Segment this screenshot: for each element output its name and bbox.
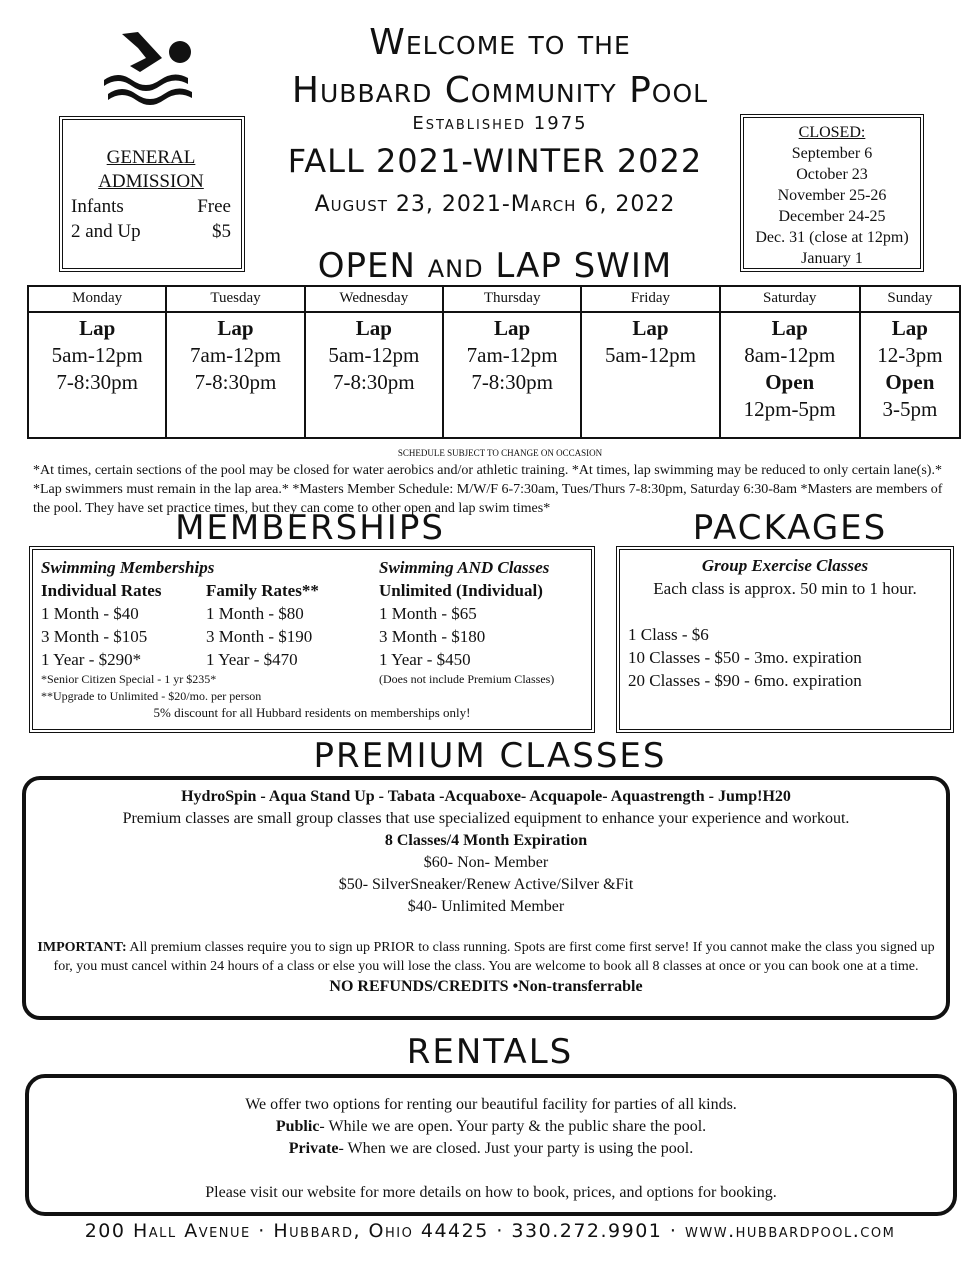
public-rental xyxy=(29,1116,953,1138)
session-type: Lap xyxy=(771,316,808,340)
day-header-sunday: Sunday xyxy=(860,286,960,312)
schedule-footnote: *At times, certain sections of the pool may be closed for water aerobics and/or athletic training. *At times, lap swimming may be reduced to only certain lane(s).* *Lap swimmers must remain in the lap area.* *Masters Member Schedule: M/W/F 6-7:30am, Tues/Thurs 7-8:30pm, Saturday 6:30-8am *Masters are members of the pool. They have set practice times, but they can come to other open and lap swim times* xyxy=(33,463,943,516)
session-time: 7am-12pm xyxy=(190,343,281,367)
public-label: Public xyxy=(275,1118,320,1135)
session-time: 12pm-5pm xyxy=(743,397,836,421)
resident-discount-note: 5% discount for all Hubbard residents on memberships only! xyxy=(153,705,471,720)
schedule-cell-thursday xyxy=(443,312,581,438)
day-header-friday: Friday xyxy=(581,286,719,312)
closed-date: Dec. 31 (close at 12pm) xyxy=(755,229,909,246)
premium-expiration: 8 Classes/4 Month Expiration xyxy=(384,832,588,849)
season-title: FALL 2021-WINTER 2022 xyxy=(287,142,703,180)
open-lap-swim-title: OPEN and LAP SWIM xyxy=(317,246,673,286)
session-time: 7-8:30pm xyxy=(194,370,277,394)
rate-item: 1 Month - $65 xyxy=(379,604,477,623)
day-header-wednesday: Wednesday xyxy=(305,286,443,312)
premium-classes-title: PREMIUM CLASSES xyxy=(313,736,667,776)
premium-class-list: HydroSpin - Aqua Stand Up - Tabata -Acquaboxe- Acquapole- Aquastrength - Jump!H20 xyxy=(181,788,791,805)
rate-item: 1 Year - $290* xyxy=(41,650,142,669)
package-item: 10 Classes - $50 - 3mo. expiration xyxy=(628,648,862,667)
private-label: Private xyxy=(288,1140,339,1157)
page-title-line1: Welcome to the xyxy=(369,22,631,63)
session-type: Open xyxy=(765,370,815,394)
closed-dates-box xyxy=(740,114,924,272)
divider xyxy=(69,1212,933,1214)
class-duration-text: Each class is approx. 50 min to 1 hour. xyxy=(653,579,917,598)
important-text: All premium classes require you to sign up PRIOR to class running. Spots are first come first serve! If you cannot make the class you signed up for, you must cancel within 24 hours of a class or else you will lose the class. You are welcome to book all 8 classes at once or you can book one at a time. xyxy=(53,940,935,974)
session-type: Lap xyxy=(355,316,392,340)
closed-date: November 25-26 xyxy=(777,187,887,204)
private-rental xyxy=(29,1138,953,1160)
public-text: - While we are open. Your party & the public share the pool. xyxy=(319,1118,707,1135)
closed-date: October 23 xyxy=(796,166,868,183)
session-time: 7-8:30pm xyxy=(56,370,138,394)
admission-price: $5 xyxy=(212,221,231,242)
schedule-cell-friday xyxy=(581,312,719,438)
rate-item: 1 Year - $450 xyxy=(379,650,471,669)
memberships-title: MEMBERSHIPS xyxy=(175,508,445,548)
premium-classes-box xyxy=(22,776,950,1020)
admission-label: 2 and Up xyxy=(71,221,141,242)
admission-row xyxy=(71,219,231,244)
individual-rates-heading: Individual Rates xyxy=(41,581,162,600)
premium-price: $40- Unlimited Member xyxy=(407,898,565,915)
memberships-heading: Swimming Memberships xyxy=(41,558,215,577)
rate-item: 3 Month - $105 xyxy=(41,627,148,646)
general-admission-title-1: GENERAL xyxy=(106,147,196,168)
closed-title: CLOSED: xyxy=(798,124,866,141)
session-type: Lap xyxy=(891,316,928,340)
schedule-cell-saturday xyxy=(720,312,860,438)
schedule-cell-sunday xyxy=(860,312,960,438)
established-text: Established 1975 xyxy=(412,113,588,134)
season-dates: August 23, 2021-March 6, 2022 xyxy=(314,192,676,217)
schedule-row xyxy=(28,312,960,438)
session-time: 5am-12pm xyxy=(328,343,420,367)
premium-price: $60- Non- Member xyxy=(423,854,549,871)
session-time: 5am-12pm xyxy=(604,343,696,367)
schedule-cell-wednesday xyxy=(305,312,443,438)
footer-address: 200 Hall Avenue · Hubbard, Ohio 44425 · 330.272.9901 · www.hubbardpool.com xyxy=(84,1220,896,1242)
session-time: 7am-12pm xyxy=(466,343,558,367)
session-time: 12-3pm xyxy=(877,343,943,367)
group-exercise-heading: Group Exercise Classes xyxy=(701,556,869,575)
day-header-tuesday: Tuesday xyxy=(166,286,304,312)
session-time: 7-8:30pm xyxy=(332,370,415,394)
important-notice xyxy=(32,938,940,976)
packages-box xyxy=(616,546,954,733)
general-admission-box xyxy=(59,116,245,272)
website-note: Please visit our website for more details on how to book, prices, and options for booking. xyxy=(205,1184,777,1201)
schedule-cell-tuesday xyxy=(166,312,304,438)
closed-date: September 6 xyxy=(791,145,873,162)
rate-item: 1 Year - $470 xyxy=(206,650,298,669)
rate-item: 1 Month - $80 xyxy=(206,604,304,623)
session-time: 8am-12pm xyxy=(744,343,836,367)
unlimited-heading: Unlimited (Individual) xyxy=(379,581,543,600)
admission-label: Infants xyxy=(71,196,124,217)
closed-date: January 1 xyxy=(801,250,863,267)
family-rates-col xyxy=(206,579,376,671)
session-time: 3-5pm xyxy=(882,397,938,421)
day-header-monday: Monday xyxy=(28,286,166,312)
family-rates-heading: Family Rates** xyxy=(206,581,319,600)
rentals-title: RENTALS xyxy=(406,1032,574,1072)
no-refunds-text: NO REFUNDS/CREDITS •Non-transferrable xyxy=(329,978,643,995)
schedule-header-row xyxy=(28,286,960,312)
package-item: 1 Class - $6 xyxy=(628,625,709,644)
memberships-box xyxy=(29,546,595,733)
premium-description: Premium classes are small group classes that use specialized equipment to enhance your experience and workout. xyxy=(122,810,850,827)
session-type: Lap xyxy=(632,316,669,340)
upgrade-note: **Upgrade to Unlimited - $20/mo. per person xyxy=(41,689,262,703)
senior-note: *Senior Citizen Special - 1 yr $235* xyxy=(41,672,217,686)
closed-date: December 24-25 xyxy=(778,208,886,225)
page-title-line2: Hubbard Community Pool xyxy=(291,70,709,111)
session-time: 5am-12pm xyxy=(51,343,143,367)
private-text: - When we are closed. Just your party is using the pool. xyxy=(338,1140,694,1157)
premium-exclusion-note: (Does not include Premium Classes) xyxy=(379,672,555,686)
session-type: Lap xyxy=(79,316,116,340)
packages-title: PACKAGES xyxy=(692,508,888,548)
important-label: IMPORTANT: xyxy=(37,940,127,955)
package-item: 20 Classes - $90 - 6mo. expiration xyxy=(628,671,862,690)
general-admission-title-2: ADMISSION xyxy=(98,171,204,192)
rate-item: 1 Month - $40 xyxy=(41,604,139,623)
session-time: 7-8:30pm xyxy=(471,370,553,394)
session-type: Open xyxy=(885,370,935,394)
swimming-classes-heading: Swimming AND Classes xyxy=(379,558,550,577)
rate-item: 3 Month - $180 xyxy=(379,627,486,646)
rentals-intro: We offer two options for renting our beautiful facility for parties of all kinds. xyxy=(245,1096,737,1113)
admission-price: Free xyxy=(197,196,231,217)
premium-price: $50- SilverSneaker/Renew Active/Silver &Fit xyxy=(338,876,634,893)
session-type: Lap xyxy=(217,316,254,340)
rentals-box xyxy=(25,1074,957,1216)
schedule-cell-monday xyxy=(28,312,166,438)
swimming-and-classes-col xyxy=(379,556,594,688)
swim-schedule-table xyxy=(27,285,961,439)
session-type: Lap xyxy=(494,316,531,340)
day-header-saturday: Saturday xyxy=(720,286,860,312)
schedule-change-note: SCHEDULE SUBJECT TO CHANGE ON OCCASION xyxy=(397,448,603,458)
admission-row xyxy=(71,194,231,219)
rate-item: 3 Month - $190 xyxy=(206,627,313,646)
day-header-thursday: Thursday xyxy=(443,286,581,312)
